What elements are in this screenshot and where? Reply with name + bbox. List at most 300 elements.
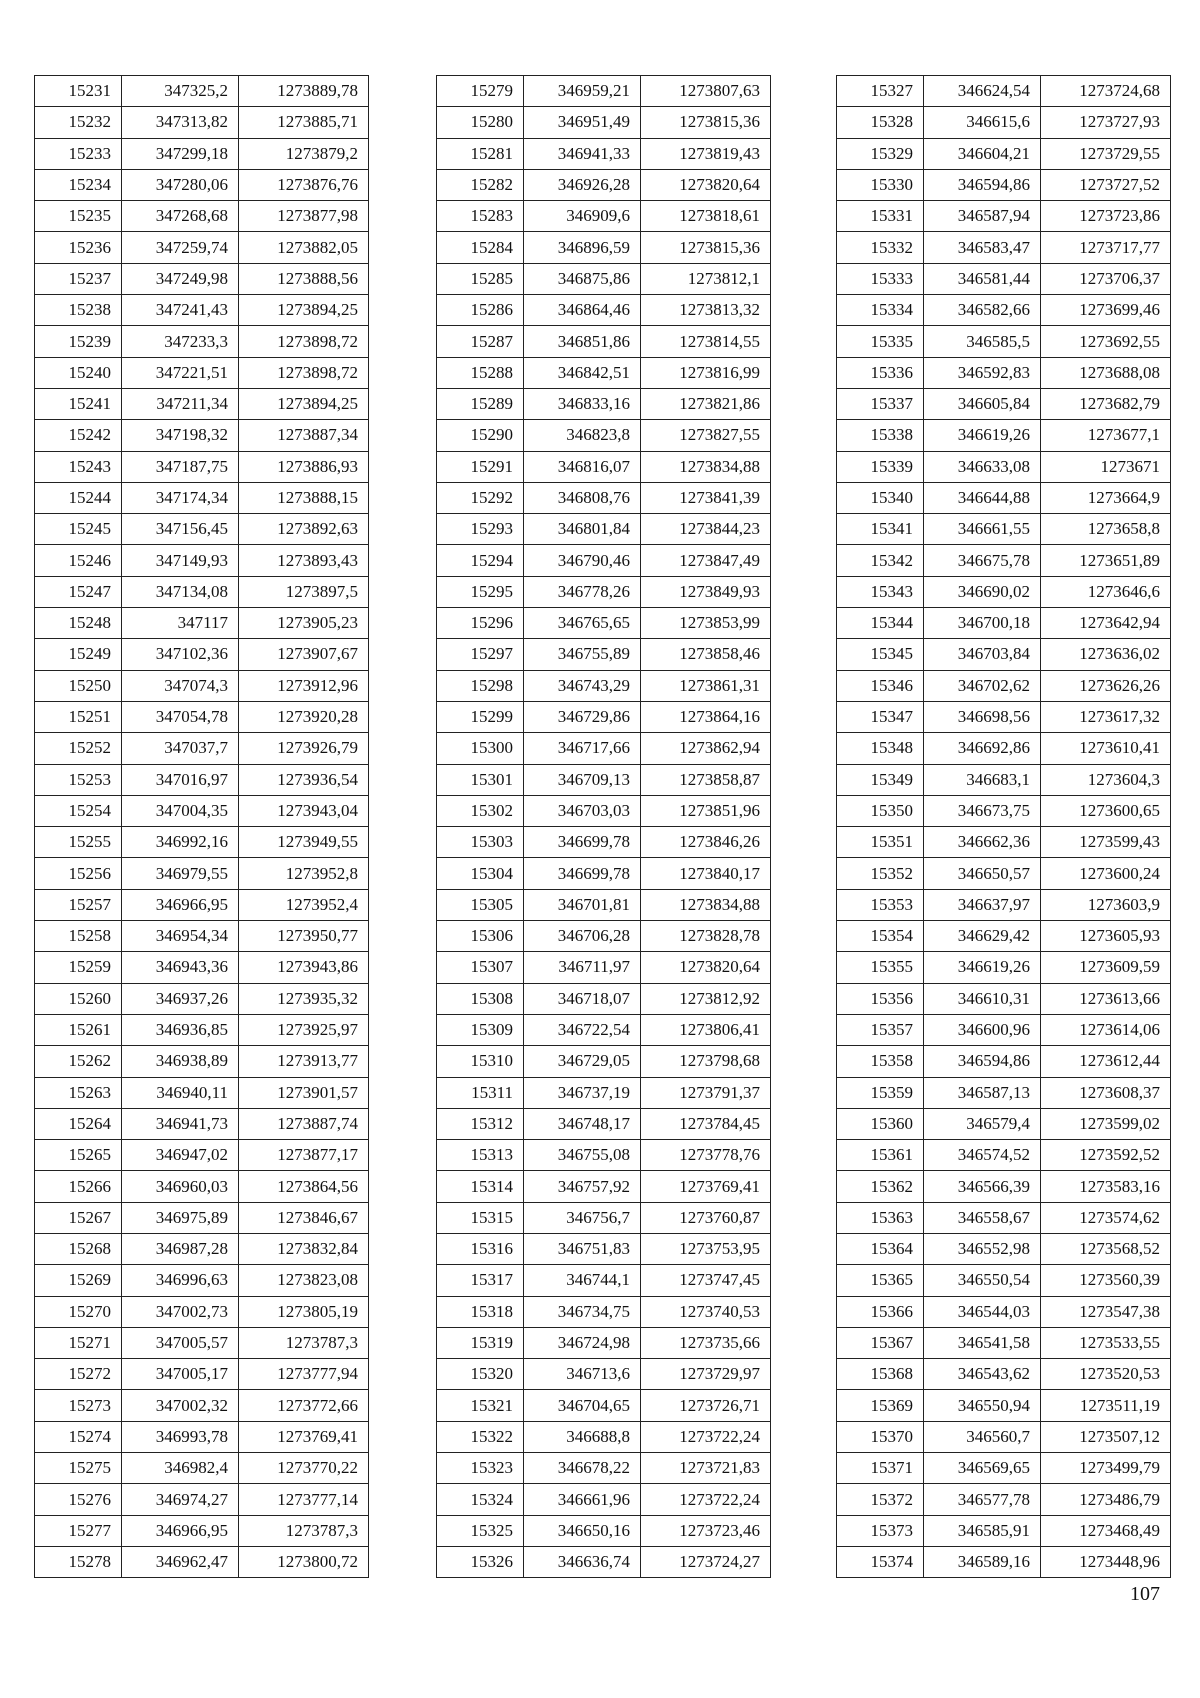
table-row xyxy=(437,827,771,858)
point-number-cell: 15251 xyxy=(35,701,122,732)
x-coordinate-cell: 346644,88 xyxy=(924,482,1041,513)
table-row xyxy=(35,1140,369,1171)
table-row xyxy=(35,827,369,858)
y-coordinate-cell: 1273851,96 xyxy=(641,795,771,826)
y-coordinate-cell: 1273846,67 xyxy=(239,1202,369,1233)
point-number-cell: 15299 xyxy=(437,701,524,732)
point-number-cell: 15368 xyxy=(837,1359,924,1390)
y-coordinate-cell: 1273897,5 xyxy=(239,576,369,607)
y-coordinate-cell: 1273935,32 xyxy=(239,983,369,1014)
table-row xyxy=(837,388,1171,419)
table-row xyxy=(437,1421,771,1452)
point-number-cell: 15315 xyxy=(437,1202,524,1233)
point-number-cell: 15264 xyxy=(35,1108,122,1139)
y-coordinate-cell: 1273568,52 xyxy=(1041,1233,1171,1264)
table-row xyxy=(35,482,369,513)
point-number-cell: 15279 xyxy=(437,76,524,107)
point-number-cell: 15269 xyxy=(35,1265,122,1296)
table-row xyxy=(837,201,1171,232)
x-coordinate-cell: 346979,55 xyxy=(122,858,239,889)
y-coordinate-cell: 1273636,02 xyxy=(1041,639,1171,670)
point-number-cell: 15291 xyxy=(437,451,524,482)
x-coordinate-cell: 347004,35 xyxy=(122,795,239,826)
table-row xyxy=(35,921,369,952)
table-row xyxy=(35,388,369,419)
y-coordinate-cell: 1273844,23 xyxy=(641,514,771,545)
point-number-cell: 15344 xyxy=(837,608,924,639)
x-coordinate-cell: 346966,95 xyxy=(122,889,239,920)
y-coordinate-cell: 1273722,24 xyxy=(641,1484,771,1515)
table-row xyxy=(35,670,369,701)
x-coordinate-cell: 346581,44 xyxy=(924,263,1041,294)
table-row xyxy=(35,1327,369,1358)
x-coordinate-cell: 347002,73 xyxy=(122,1296,239,1327)
point-number-cell: 15337 xyxy=(837,388,924,419)
table-row xyxy=(437,733,771,764)
x-coordinate-cell: 346842,51 xyxy=(524,357,641,388)
x-coordinate-cell: 346737,19 xyxy=(524,1077,641,1108)
x-coordinate-cell: 346947,02 xyxy=(122,1140,239,1171)
point-number-cell: 15231 xyxy=(35,76,122,107)
point-number-cell: 15310 xyxy=(437,1046,524,1077)
y-coordinate-cell: 1273599,02 xyxy=(1041,1108,1171,1139)
y-coordinate-cell: 1273626,26 xyxy=(1041,670,1171,701)
y-coordinate-cell: 1273876,76 xyxy=(239,169,369,200)
table-row xyxy=(837,983,1171,1014)
x-coordinate-cell: 346624,54 xyxy=(924,76,1041,107)
point-number-cell: 15314 xyxy=(437,1171,524,1202)
x-coordinate-cell: 346702,62 xyxy=(924,670,1041,701)
table-row xyxy=(837,827,1171,858)
x-coordinate-cell: 346701,81 xyxy=(524,889,641,920)
x-coordinate-cell: 346675,78 xyxy=(924,545,1041,576)
y-coordinate-cell: 1273812,92 xyxy=(641,983,771,1014)
point-number-cell: 15249 xyxy=(35,639,122,670)
table-row xyxy=(437,1515,771,1546)
table-row xyxy=(35,639,369,670)
y-coordinate-cell: 1273828,78 xyxy=(641,921,771,952)
y-coordinate-cell: 1273913,77 xyxy=(239,1046,369,1077)
x-coordinate-cell: 346661,96 xyxy=(524,1484,641,1515)
table-row xyxy=(437,1546,771,1577)
table-row xyxy=(35,1484,369,1515)
point-number-cell: 15275 xyxy=(35,1453,122,1484)
point-number-cell: 15286 xyxy=(437,295,524,326)
x-coordinate-cell: 346699,78 xyxy=(524,858,641,889)
table-row xyxy=(437,1233,771,1264)
y-coordinate-cell: 1273717,77 xyxy=(1041,232,1171,263)
point-number-cell: 15259 xyxy=(35,952,122,983)
point-number-cell: 15266 xyxy=(35,1171,122,1202)
y-coordinate-cell: 1273820,64 xyxy=(641,169,771,200)
point-number-cell: 15367 xyxy=(837,1327,924,1358)
x-coordinate-cell: 346688,8 xyxy=(524,1421,641,1452)
point-number-cell: 15369 xyxy=(837,1390,924,1421)
point-number-cell: 15232 xyxy=(35,107,122,138)
x-coordinate-cell: 346993,78 xyxy=(122,1421,239,1452)
y-coordinate-cell: 1273889,78 xyxy=(239,76,369,107)
table-row xyxy=(437,169,771,200)
coordinate-table-2 xyxy=(436,75,771,1578)
table-row xyxy=(437,76,771,107)
point-number-cell: 15374 xyxy=(837,1546,924,1577)
x-coordinate-cell: 347299,18 xyxy=(122,138,239,169)
y-coordinate-cell: 1273952,8 xyxy=(239,858,369,889)
table-row xyxy=(35,451,369,482)
point-number-cell: 15282 xyxy=(437,169,524,200)
point-number-cell: 15357 xyxy=(837,1014,924,1045)
y-coordinate-cell: 1273735,66 xyxy=(641,1327,771,1358)
y-coordinate-cell: 1273574,62 xyxy=(1041,1202,1171,1233)
table-row xyxy=(837,514,1171,545)
y-coordinate-cell: 1273807,63 xyxy=(641,76,771,107)
table-row xyxy=(837,889,1171,920)
table-row xyxy=(35,1265,369,1296)
table-row xyxy=(437,388,771,419)
point-number-cell: 15327 xyxy=(837,76,924,107)
y-coordinate-cell: 1273858,87 xyxy=(641,764,771,795)
y-coordinate-cell: 1273813,32 xyxy=(641,295,771,326)
table-row xyxy=(437,576,771,607)
table-row xyxy=(35,76,369,107)
table-row xyxy=(437,514,771,545)
table-row xyxy=(837,952,1171,983)
y-coordinate-cell: 1273898,72 xyxy=(239,326,369,357)
point-number-cell: 15270 xyxy=(35,1296,122,1327)
table-row xyxy=(35,858,369,889)
point-number-cell: 15285 xyxy=(437,263,524,294)
y-coordinate-cell: 1273604,3 xyxy=(1041,764,1171,795)
point-number-cell: 15288 xyxy=(437,357,524,388)
point-number-cell: 15362 xyxy=(837,1171,924,1202)
table-row xyxy=(837,1077,1171,1108)
y-coordinate-cell: 1273486,79 xyxy=(1041,1484,1171,1515)
y-coordinate-cell: 1273723,86 xyxy=(1041,201,1171,232)
x-coordinate-cell: 346574,52 xyxy=(924,1140,1041,1171)
point-number-cell: 15354 xyxy=(837,921,924,952)
y-coordinate-cell: 1273901,57 xyxy=(239,1077,369,1108)
x-coordinate-cell: 346650,16 xyxy=(524,1515,641,1546)
table-row xyxy=(437,701,771,732)
y-coordinate-cell: 1273520,53 xyxy=(1041,1359,1171,1390)
point-number-cell: 15271 xyxy=(35,1327,122,1358)
y-coordinate-cell: 1273499,79 xyxy=(1041,1453,1171,1484)
y-coordinate-cell: 1273888,56 xyxy=(239,263,369,294)
y-coordinate-cell: 1273664,9 xyxy=(1041,482,1171,513)
table-row xyxy=(35,1046,369,1077)
x-coordinate-cell: 346909,6 xyxy=(524,201,641,232)
table-row xyxy=(35,1515,369,1546)
table-row xyxy=(437,608,771,639)
table-row xyxy=(437,1390,771,1421)
table-row xyxy=(437,1453,771,1484)
x-coordinate-cell: 347005,17 xyxy=(122,1359,239,1390)
x-coordinate-cell: 346550,94 xyxy=(924,1390,1041,1421)
y-coordinate-cell: 1273864,56 xyxy=(239,1171,369,1202)
point-number-cell: 15321 xyxy=(437,1390,524,1421)
x-coordinate-cell: 346566,39 xyxy=(924,1171,1041,1202)
y-coordinate-cell: 1273886,93 xyxy=(239,451,369,482)
x-coordinate-cell: 346755,08 xyxy=(524,1140,641,1171)
y-coordinate-cell: 1273507,12 xyxy=(1041,1421,1171,1452)
point-number-cell: 15262 xyxy=(35,1046,122,1077)
table-row xyxy=(837,1140,1171,1171)
table-row xyxy=(837,1484,1171,1515)
y-coordinate-cell: 1273925,97 xyxy=(239,1014,369,1045)
table-row xyxy=(837,232,1171,263)
point-number-cell: 15341 xyxy=(837,514,924,545)
table-row xyxy=(35,608,369,639)
x-coordinate-cell: 346718,07 xyxy=(524,983,641,1014)
point-number-cell: 15250 xyxy=(35,670,122,701)
y-coordinate-cell: 1273834,88 xyxy=(641,451,771,482)
x-coordinate-cell: 346757,92 xyxy=(524,1171,641,1202)
x-coordinate-cell: 347187,75 xyxy=(122,451,239,482)
point-number-cell: 15281 xyxy=(437,138,524,169)
y-coordinate-cell: 1273812,1 xyxy=(641,263,771,294)
x-coordinate-cell: 346650,57 xyxy=(924,858,1041,889)
point-number-cell: 15252 xyxy=(35,733,122,764)
y-coordinate-cell: 1273784,45 xyxy=(641,1108,771,1139)
table-row xyxy=(35,764,369,795)
x-coordinate-cell: 346755,89 xyxy=(524,639,641,670)
table-row xyxy=(437,1171,771,1202)
table-row xyxy=(35,263,369,294)
y-coordinate-cell: 1273740,53 xyxy=(641,1296,771,1327)
table-row xyxy=(437,1014,771,1045)
point-number-cell: 15260 xyxy=(35,983,122,1014)
y-coordinate-cell: 1273950,77 xyxy=(239,921,369,952)
point-number-cell: 15246 xyxy=(35,545,122,576)
x-coordinate-cell: 347102,36 xyxy=(122,639,239,670)
point-number-cell: 15308 xyxy=(437,983,524,1014)
table-row xyxy=(35,1171,369,1202)
table-row xyxy=(437,952,771,983)
x-coordinate-cell: 346700,18 xyxy=(924,608,1041,639)
x-coordinate-cell: 346678,22 xyxy=(524,1453,641,1484)
table-row xyxy=(35,138,369,169)
y-coordinate-cell: 1273603,9 xyxy=(1041,889,1171,920)
x-coordinate-cell: 346587,13 xyxy=(924,1077,1041,1108)
y-coordinate-cell: 1273800,72 xyxy=(239,1546,369,1577)
y-coordinate-cell: 1273816,99 xyxy=(641,357,771,388)
y-coordinate-cell: 1273613,66 xyxy=(1041,983,1171,1014)
y-coordinate-cell: 1273882,05 xyxy=(239,232,369,263)
point-number-cell: 15294 xyxy=(437,545,524,576)
y-coordinate-cell: 1273448,96 xyxy=(1041,1546,1171,1577)
y-coordinate-cell: 1273533,55 xyxy=(1041,1327,1171,1358)
y-coordinate-cell: 1273888,15 xyxy=(239,482,369,513)
x-coordinate-cell: 346743,29 xyxy=(524,670,641,701)
table-row xyxy=(437,545,771,576)
y-coordinate-cell: 1273853,99 xyxy=(641,608,771,639)
y-coordinate-cell: 1273840,17 xyxy=(641,858,771,889)
point-number-cell: 15370 xyxy=(837,1421,924,1452)
x-coordinate-cell: 346711,97 xyxy=(524,952,641,983)
point-number-cell: 15287 xyxy=(437,326,524,357)
point-number-cell: 15273 xyxy=(35,1390,122,1421)
x-coordinate-cell: 346673,75 xyxy=(924,795,1041,826)
y-coordinate-cell: 1273583,16 xyxy=(1041,1171,1171,1202)
table-row xyxy=(35,232,369,263)
point-number-cell: 15348 xyxy=(837,733,924,764)
x-coordinate-cell: 346629,42 xyxy=(924,921,1041,952)
table-row xyxy=(437,921,771,952)
point-number-cell: 15263 xyxy=(35,1077,122,1108)
x-coordinate-cell: 346637,97 xyxy=(924,889,1041,920)
x-coordinate-cell: 346713,6 xyxy=(524,1359,641,1390)
x-coordinate-cell: 346808,76 xyxy=(524,482,641,513)
y-coordinate-cell: 1273827,55 xyxy=(641,420,771,451)
point-number-cell: 15343 xyxy=(837,576,924,607)
x-coordinate-cell: 346943,36 xyxy=(122,952,239,983)
point-number-cell: 15304 xyxy=(437,858,524,889)
table-row xyxy=(837,639,1171,670)
point-number-cell: 15240 xyxy=(35,357,122,388)
point-number-cell: 15363 xyxy=(837,1202,924,1233)
point-number-cell: 15336 xyxy=(837,357,924,388)
y-coordinate-cell: 1273805,19 xyxy=(239,1296,369,1327)
point-number-cell: 15312 xyxy=(437,1108,524,1139)
x-coordinate-cell: 346692,86 xyxy=(924,733,1041,764)
y-coordinate-cell: 1273753,95 xyxy=(641,1233,771,1264)
x-coordinate-cell: 346579,4 xyxy=(924,1108,1041,1139)
y-coordinate-cell: 1273841,39 xyxy=(641,482,771,513)
point-number-cell: 15339 xyxy=(837,451,924,482)
point-number-cell: 15237 xyxy=(35,263,122,294)
y-coordinate-cell: 1273699,46 xyxy=(1041,295,1171,326)
point-number-cell: 15319 xyxy=(437,1327,524,1358)
x-coordinate-cell: 346941,33 xyxy=(524,138,641,169)
point-number-cell: 15258 xyxy=(35,921,122,952)
y-coordinate-cell: 1273612,44 xyxy=(1041,1046,1171,1077)
y-coordinate-cell: 1273688,08 xyxy=(1041,357,1171,388)
table-row xyxy=(837,295,1171,326)
point-number-cell: 15334 xyxy=(837,295,924,326)
table-row xyxy=(837,451,1171,482)
point-number-cell: 15326 xyxy=(437,1546,524,1577)
y-coordinate-cell: 1273943,86 xyxy=(239,952,369,983)
point-number-cell: 15302 xyxy=(437,795,524,826)
x-coordinate-cell: 346926,28 xyxy=(524,169,641,200)
x-coordinate-cell: 346765,65 xyxy=(524,608,641,639)
y-coordinate-cell: 1273677,1 xyxy=(1041,420,1171,451)
x-coordinate-cell: 346801,84 xyxy=(524,514,641,545)
table-row xyxy=(837,357,1171,388)
table-row xyxy=(837,1421,1171,1452)
point-number-cell: 15256 xyxy=(35,858,122,889)
y-coordinate-cell: 1273814,55 xyxy=(641,326,771,357)
table-row xyxy=(837,169,1171,200)
y-coordinate-cell: 1273682,79 xyxy=(1041,388,1171,419)
point-number-cell: 15350 xyxy=(837,795,924,826)
x-coordinate-cell: 346544,03 xyxy=(924,1296,1041,1327)
x-coordinate-cell: 346851,86 xyxy=(524,326,641,357)
y-coordinate-cell: 1273617,32 xyxy=(1041,701,1171,732)
table-row xyxy=(837,1014,1171,1045)
y-coordinate-cell: 1273952,4 xyxy=(239,889,369,920)
table-row xyxy=(837,326,1171,357)
table-row xyxy=(35,545,369,576)
y-coordinate-cell: 1273778,76 xyxy=(641,1140,771,1171)
y-coordinate-cell: 1273592,52 xyxy=(1041,1140,1171,1171)
y-coordinate-cell: 1273729,97 xyxy=(641,1359,771,1390)
table-row xyxy=(837,545,1171,576)
point-number-cell: 15307 xyxy=(437,952,524,983)
table-row xyxy=(837,608,1171,639)
point-number-cell: 15239 xyxy=(35,326,122,357)
x-coordinate-cell: 347156,45 xyxy=(122,514,239,545)
point-number-cell: 15255 xyxy=(35,827,122,858)
y-coordinate-cell: 1273511,19 xyxy=(1041,1390,1171,1421)
y-coordinate-cell: 1273468,49 xyxy=(1041,1515,1171,1546)
y-coordinate-cell: 1273723,46 xyxy=(641,1515,771,1546)
x-coordinate-cell: 346604,21 xyxy=(924,138,1041,169)
y-coordinate-cell: 1273861,31 xyxy=(641,670,771,701)
x-coordinate-cell: 346982,4 xyxy=(122,1453,239,1484)
x-coordinate-cell: 347268,68 xyxy=(122,201,239,232)
x-coordinate-cell: 346729,05 xyxy=(524,1046,641,1077)
table-row xyxy=(837,1546,1171,1577)
table-row xyxy=(437,201,771,232)
table-row xyxy=(35,1014,369,1045)
y-coordinate-cell: 1273599,43 xyxy=(1041,827,1171,858)
y-coordinate-cell: 1273658,8 xyxy=(1041,514,1171,545)
point-number-cell: 15316 xyxy=(437,1233,524,1264)
y-coordinate-cell: 1273722,24 xyxy=(641,1421,771,1452)
x-coordinate-cell: 346748,17 xyxy=(524,1108,641,1139)
table-row xyxy=(35,701,369,732)
x-coordinate-cell: 346756,7 xyxy=(524,1202,641,1233)
point-number-cell: 15234 xyxy=(35,169,122,200)
y-coordinate-cell: 1273671 xyxy=(1041,451,1171,482)
x-coordinate-cell: 346729,86 xyxy=(524,701,641,732)
y-coordinate-cell: 1273651,89 xyxy=(1041,545,1171,576)
point-number-cell: 15346 xyxy=(837,670,924,701)
x-coordinate-cell: 347280,06 xyxy=(122,169,239,200)
table-row xyxy=(837,1171,1171,1202)
x-coordinate-cell: 346583,47 xyxy=(924,232,1041,263)
y-coordinate-cell: 1273724,27 xyxy=(641,1546,771,1577)
point-number-cell: 15290 xyxy=(437,420,524,451)
point-number-cell: 15296 xyxy=(437,608,524,639)
x-coordinate-cell: 346698,56 xyxy=(924,701,1041,732)
point-number-cell: 15238 xyxy=(35,295,122,326)
y-coordinate-cell: 1273920,28 xyxy=(239,701,369,732)
table-row xyxy=(35,1202,369,1233)
x-coordinate-cell: 346940,11 xyxy=(122,1077,239,1108)
table-row xyxy=(837,1327,1171,1358)
x-coordinate-cell: 347211,34 xyxy=(122,388,239,419)
table-row xyxy=(837,1515,1171,1546)
y-coordinate-cell: 1273912,96 xyxy=(239,670,369,701)
point-number-cell: 15313 xyxy=(437,1140,524,1171)
point-number-cell: 15353 xyxy=(837,889,924,920)
table-row xyxy=(437,1108,771,1139)
table-row xyxy=(837,670,1171,701)
x-coordinate-cell: 346790,46 xyxy=(524,545,641,576)
table-row xyxy=(437,764,771,795)
y-coordinate-cell: 1273936,54 xyxy=(239,764,369,795)
point-number-cell: 15320 xyxy=(437,1359,524,1390)
point-number-cell: 15328 xyxy=(837,107,924,138)
x-coordinate-cell: 346594,86 xyxy=(924,169,1041,200)
x-coordinate-cell: 346959,21 xyxy=(524,76,641,107)
point-number-cell: 15309 xyxy=(437,1014,524,1045)
x-coordinate-cell: 347037,7 xyxy=(122,733,239,764)
coordinate-table-3 xyxy=(836,75,1171,1578)
x-coordinate-cell: 346954,34 xyxy=(122,921,239,952)
